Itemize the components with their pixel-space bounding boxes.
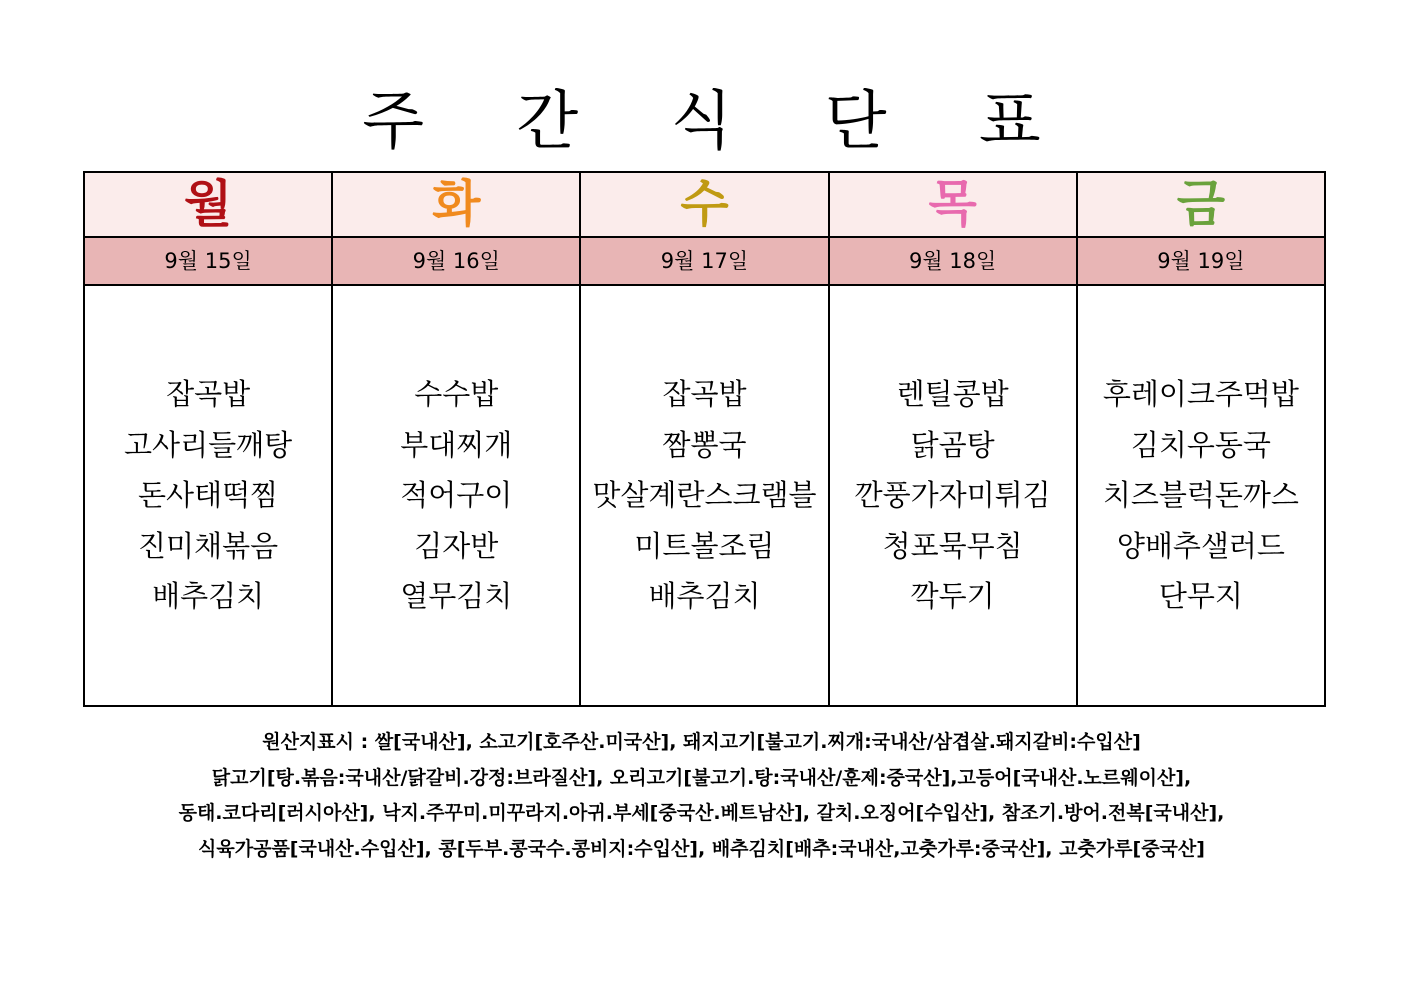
menu-cell-fri (1077, 285, 1325, 706)
menu-items-row (84, 285, 1325, 706)
origin-note-line: 동태.코다리[러시아산], 낙지.주꾸미.미꾸라지.아귀.부세[중국산.베트남산], 갈치.오징어[수입산], 참조기.방어.전복[국내산], (178, 802, 1225, 824)
dish-item: 청포묵무침 (882, 528, 1023, 563)
dish-item: 돈사태떡찜 (138, 478, 279, 513)
dish-item: 김자반 (414, 528, 499, 563)
dish-item: 잡곡밥 (166, 377, 251, 412)
weekday-header: 금 (1077, 172, 1325, 237)
date-row (84, 237, 1325, 285)
dish-item: 짬뽕국 (662, 427, 747, 462)
menu-cell-mon (84, 285, 332, 706)
dish-item: 깍두기 (910, 579, 995, 614)
date-cell: 9월 17일 (580, 237, 828, 285)
dish-item: 치즈블럭돈까스 (1102, 478, 1299, 513)
dish-item: 닭곰탕 (910, 427, 995, 462)
dish-item: 적어구이 (400, 478, 513, 513)
date-cell: 9월 18일 (829, 237, 1077, 285)
dish-item: 부대찌개 (400, 427, 513, 462)
dish-item: 배추김치 (152, 579, 265, 614)
menu-cell-tue (332, 285, 580, 706)
dish-item: 수수밥 (414, 377, 499, 412)
dish-item: 잡곡밥 (662, 377, 747, 412)
date-cell: 9월 16일 (332, 237, 580, 285)
dish-item: 맛살계란스크램블 (592, 478, 817, 513)
date-cell: 9월 19일 (1077, 237, 1325, 285)
origin-note-line: 원산지표시 : 쌀[국내산], 소고기[호주산.미국산], 돼지고기[불고기.찌개:국내산/삼겹살.돼지갈비:수입산] (262, 731, 1141, 753)
weekday-header: 수 (580, 172, 828, 237)
dish-item: 렌틸콩밥 (896, 377, 1009, 412)
origin-note-line: 식육가공품[국내산.수입산], 콩[두부.콩국수.콩비지:수입산], 배추김치[배추:국내산,고춧가루:중국산], 고춧가루[중국산] (198, 837, 1205, 860)
origin-note-line: 닭고기[탕.볶음:국내산/닭갈비.강정:브라질산], 오리고기[불고기.탕:국내산/훈제:중국산],고등어[국내산.노르웨이산], (211, 766, 1192, 789)
dish-item: 열무김치 (400, 579, 513, 614)
weekly-menu-table (83, 171, 1326, 707)
weekday-header-row (84, 172, 1325, 237)
menu-cell-thu (829, 285, 1077, 706)
dish-item: 후레이크주먹밥 (1102, 377, 1299, 412)
origin-notes (0, 725, 1403, 867)
dish-item: 고사리들깨탕 (124, 427, 293, 462)
dish-item: 양배추샐러드 (1116, 528, 1285, 563)
page-title: 주 간 식 단 표 (362, 85, 1077, 159)
menu-cell-wed (580, 285, 828, 706)
dish-item: 진미채볶음 (138, 528, 279, 563)
dish-item: 깐풍가자미튀김 (854, 478, 1051, 513)
dish-item: 단무지 (1158, 579, 1243, 614)
dish-item: 김치우동국 (1130, 427, 1271, 462)
weekday-header: 목 (829, 172, 1077, 237)
weekday-header: 화 (332, 172, 580, 237)
dish-item: 미트볼조림 (634, 528, 775, 563)
dish-item: 배추김치 (648, 579, 761, 614)
weekday-header: 월 (84, 172, 332, 237)
date-cell: 9월 15일 (84, 237, 332, 285)
